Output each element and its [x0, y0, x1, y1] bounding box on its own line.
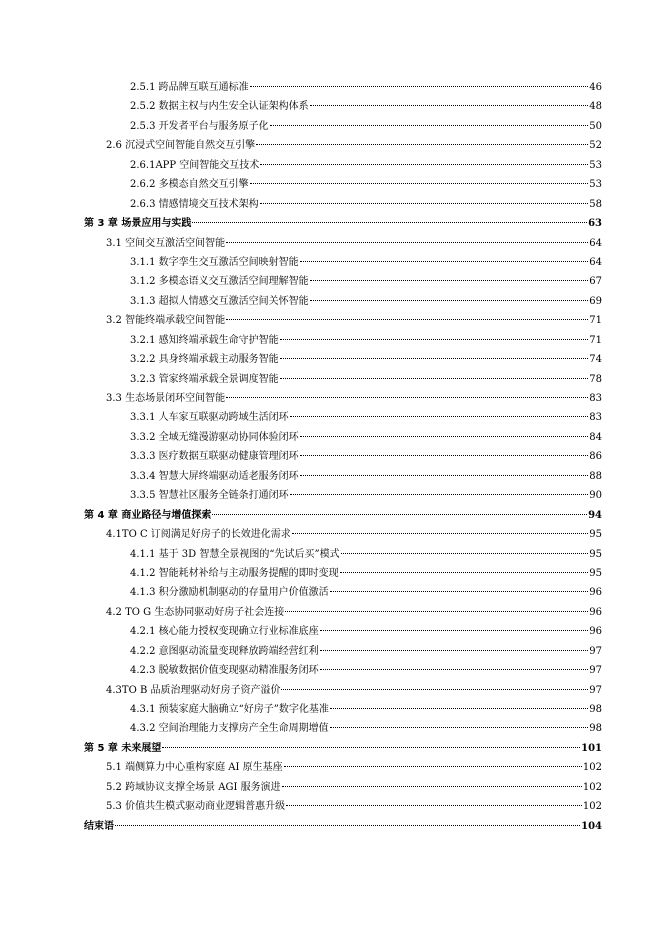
toc-subsection-entry[interactable] [0, 408, 662, 427]
toc-entry-title: 2.5.2 数据主权与内生安全认证架构体系 [130, 101, 309, 113]
toc-section-entry[interactable] [0, 234, 662, 253]
dot-leader [226, 242, 588, 243]
toc-page-number: 95 [589, 567, 602, 579]
toc-page-number: 52 [589, 140, 602, 152]
toc-page-number: 101 [581, 742, 602, 754]
toc-entry-title: 3.1 空间交互激活空间智能 [106, 237, 226, 249]
toc-page-number: 48 [589, 101, 602, 113]
toc-page-number: 94 [588, 509, 602, 521]
toc-page-number: 71 [589, 334, 602, 346]
toc-subsection-entry[interactable] [0, 564, 662, 583]
dot-leader [250, 183, 589, 184]
toc-subsection-entry[interactable] [0, 583, 662, 602]
toc-subsection-entry[interactable] [0, 447, 662, 466]
toc-subsection-entry[interactable] [0, 622, 662, 641]
dot-leader [310, 280, 589, 281]
toc-page-number: 69 [589, 295, 602, 307]
toc-subsection-entry[interactable] [0, 661, 662, 680]
dot-leader [286, 805, 582, 806]
toc-subsection-entry[interactable] [0, 428, 662, 447]
dot-leader [320, 669, 589, 670]
toc-page-number: 83 [589, 393, 602, 404]
toc-entry-title: 3.3.4 智慧大屏终端驱动适老服务闭环 [130, 470, 299, 482]
toc-entry-title: 2.6.3 情感情境交互技术架构 [130, 198, 259, 210]
toc-section-entry[interactable] [0, 136, 662, 155]
dot-leader [260, 164, 588, 165]
table-of-contents [0, 78, 662, 836]
toc-page-number: 96 [589, 626, 602, 638]
toc-page-number: 102 [582, 781, 602, 793]
toc-entry-title: 3.1.3 超拟人情感交互激活空间关怀智能 [130, 295, 309, 307]
dot-leader [300, 261, 589, 262]
toc-entry-title: 5.3 价值共生模式驱动商业逻辑普惠升级 [106, 801, 286, 813]
toc-subsection-entry[interactable] [0, 78, 662, 97]
dot-leader [280, 339, 589, 340]
toc-entry-title: 3.1.2 多模态语义交互激活空间理解智能 [130, 276, 309, 288]
toc-entry-title: 第 5 章 未来展望 [84, 742, 162, 754]
toc-page-number: 95 [589, 529, 602, 541]
dot-leader [162, 747, 580, 748]
dot-leader [280, 358, 589, 359]
toc-subsection-entry[interactable] [0, 253, 662, 272]
toc-chapter-entry[interactable] [0, 817, 662, 836]
toc-page-number: 67 [589, 276, 602, 288]
toc-entry-title: 3.3.2 全域无缝漫游驱动协同体验闭环 [130, 431, 299, 443]
dot-leader [300, 475, 589, 476]
dot-leader [270, 125, 589, 126]
dot-leader [290, 416, 589, 417]
dot-leader [292, 533, 588, 534]
toc-subsection-entry[interactable] [0, 331, 662, 350]
toc-subsection-entry[interactable] [0, 486, 662, 505]
toc-page-number: 84 [589, 431, 602, 443]
toc-page-number: 53 [589, 159, 602, 171]
toc-page-number: 64 [589, 256, 602, 268]
toc-entry-title: 2.5.3 开发者平台与服务原子化 [130, 120, 269, 132]
dot-leader [310, 300, 589, 301]
toc-entry-title: 3.2.2 具身终端承载主动服务智能 [130, 354, 279, 366]
toc-entry-title: 3.3.3 医疗数据互联驱动健康管理闭环 [130, 451, 299, 463]
toc-section-entry[interactable] [0, 778, 662, 797]
toc-entry-title: 3.3.5 智慧社区服务全链条打通闭环 [130, 490, 289, 502]
dot-leader [340, 572, 589, 573]
toc-entry-title: 3.3 生态场景闭环空间智能 [106, 393, 226, 404]
toc-page-number: 74 [589, 354, 602, 366]
dot-leader [192, 222, 587, 223]
toc-page-number: 96 [589, 606, 602, 618]
toc-section-entry[interactable] [0, 525, 662, 544]
toc-entry-title: 3.1.1 数字孪生交互激活空间映射智能 [130, 256, 299, 268]
toc-page-number: 88 [589, 470, 602, 482]
toc-entry-title: 4.1.3 积分激励机制驱动的存量用户价值激活 [130, 587, 329, 599]
toc-entry-title: 2.6 沉浸式空间智能自然交互引擎 [106, 140, 256, 152]
toc-subsection-entry[interactable] [0, 117, 662, 136]
toc-section-entry[interactable] [0, 311, 662, 330]
toc-page-number: 78 [589, 373, 602, 385]
toc-page-number: 86 [589, 451, 602, 463]
toc-entry-title: 4.1.2 智能耗材补给与主动服务提醒的即时变现 [130, 567, 339, 579]
toc-page-number: 46 [589, 82, 602, 93]
toc-subsection-entry[interactable] [0, 370, 662, 389]
toc-section-entry[interactable] [0, 681, 662, 700]
toc-entry-title: 5.1 端侧算力中心重构家庭 AI 原生基座 [106, 762, 283, 774]
toc-entry-title: 2.6.2 多模态自然交互引擎 [130, 179, 249, 191]
toc-entry-title: 4.2 TO G 生态协同驱动好房子社会连接 [106, 606, 285, 618]
toc-page-number: 104 [581, 820, 602, 832]
toc-entry-title: 4.3.2 空间治理能力支撑房产全生命周期增值 [130, 723, 329, 735]
dot-leader [341, 553, 589, 554]
toc-entry-title: 4.1.1 基于 3D 智慧全景视图的“先试后买”模式 [130, 548, 340, 560]
toc-subsection-entry[interactable] [0, 195, 662, 214]
toc-entry-title: 结束语 [84, 820, 114, 832]
dot-leader [256, 144, 588, 145]
toc-page-number: 97 [589, 665, 602, 677]
toc-page-number: 71 [589, 315, 602, 327]
toc-section-entry[interactable] [0, 389, 662, 408]
toc-page-number: 53 [589, 179, 602, 191]
toc-chapter-entry[interactable] [0, 506, 662, 525]
toc-page-number: 97 [589, 684, 602, 696]
dot-leader [285, 611, 588, 612]
toc-section-entry[interactable] [0, 603, 662, 622]
toc-entry-title: 3.2 智能终端承载空间智能 [106, 315, 226, 327]
toc-subsection-entry[interactable] [0, 350, 662, 369]
toc-entry-title: 4.3.1 预装家庭大脑确立“好房子”数字化基准 [130, 704, 329, 715]
dot-leader [226, 319, 588, 320]
dot-leader [330, 708, 588, 709]
toc-entry-title: 第 4 章 商业路径与增值探索 [84, 509, 212, 521]
dot-leader [300, 455, 589, 456]
toc-entry-title: 4.2.3 脱敏数据价值变现驱动精准服务闭环 [130, 665, 319, 677]
toc-subsection-entry[interactable] [0, 156, 662, 175]
dot-leader [330, 591, 589, 592]
toc-entry-title: 3.2.3 管家终端承载全景调度智能 [130, 373, 279, 385]
toc-page-number: 98 [589, 723, 602, 735]
dot-leader [212, 514, 587, 515]
toc-entry-title: 4.3TO B 品质治理驱动好房子资产溢价 [106, 684, 281, 696]
dot-leader [260, 203, 589, 204]
toc-page-number: 96 [589, 587, 602, 599]
toc-entry-title: 3.2.1 感知终端承载生命守护智能 [130, 334, 279, 346]
toc-page-number: 102 [582, 762, 602, 774]
toc-entry-title: 4.1TO C 订阅满足好房子的长效进化需求 [106, 529, 291, 541]
dot-leader [226, 397, 588, 398]
toc-entry-title: 4.2.2 意图驱动流量变现释放跨端经营红利 [130, 645, 319, 657]
toc-page-number: 58 [589, 198, 602, 210]
dot-leader [284, 766, 582, 767]
dot-leader [290, 494, 589, 495]
dot-leader [250, 86, 589, 87]
toc-subsection-entry[interactable] [0, 719, 662, 738]
toc-subsection-entry[interactable] [0, 272, 662, 291]
dot-leader [280, 378, 589, 379]
toc-chapter-entry[interactable] [0, 214, 662, 233]
dot-leader [282, 786, 582, 787]
toc-subsection-entry[interactable] [0, 97, 662, 116]
toc-page-number: 64 [589, 237, 602, 249]
toc-subsection-entry[interactable] [0, 467, 662, 486]
toc-subsection-entry[interactable] [0, 175, 662, 194]
toc-page-number: 83 [589, 412, 602, 424]
toc-entry-title: 4.2.1 核心能力授权变现确立行业标准底座 [130, 626, 319, 638]
dot-leader [320, 650, 589, 651]
toc-entry-title: 2.5.1 跨品牌互联互通标准 [130, 82, 249, 93]
toc-subsection-entry[interactable] [0, 545, 662, 564]
dot-leader [115, 825, 580, 826]
toc-chapter-entry[interactable] [0, 739, 662, 758]
toc-entry-title: 2.6.1APP 空间智能交互技术 [130, 159, 260, 171]
toc-page-number: 98 [589, 704, 602, 715]
dot-leader [300, 436, 589, 437]
toc-subsection-entry[interactable] [0, 642, 662, 661]
toc-subsection-entry[interactable] [0, 292, 662, 311]
toc-page-number: 90 [589, 490, 602, 502]
toc-page-number: 95 [589, 548, 602, 560]
toc-entry-title: 5.2 跨域协议支撑全场景 AGI 服务演进 [106, 781, 281, 793]
toc-subsection-entry[interactable] [0, 700, 662, 719]
toc-page-number: 50 [589, 120, 602, 132]
dot-leader [330, 727, 589, 728]
toc-section-entry[interactable] [0, 758, 662, 777]
dot-leader [310, 105, 589, 106]
dot-leader [320, 630, 589, 631]
toc-page-number: 63 [588, 218, 602, 230]
toc-entry-title: 3.3.1 人车家互联驱动跨域生活闭环 [130, 412, 289, 424]
toc-page-number: 97 [589, 645, 602, 657]
toc-entry-title: 第 3 章 场景应用与实践 [84, 218, 192, 230]
toc-page-number: 102 [582, 801, 602, 813]
dot-leader [281, 689, 588, 690]
toc-section-entry[interactable] [0, 797, 662, 816]
